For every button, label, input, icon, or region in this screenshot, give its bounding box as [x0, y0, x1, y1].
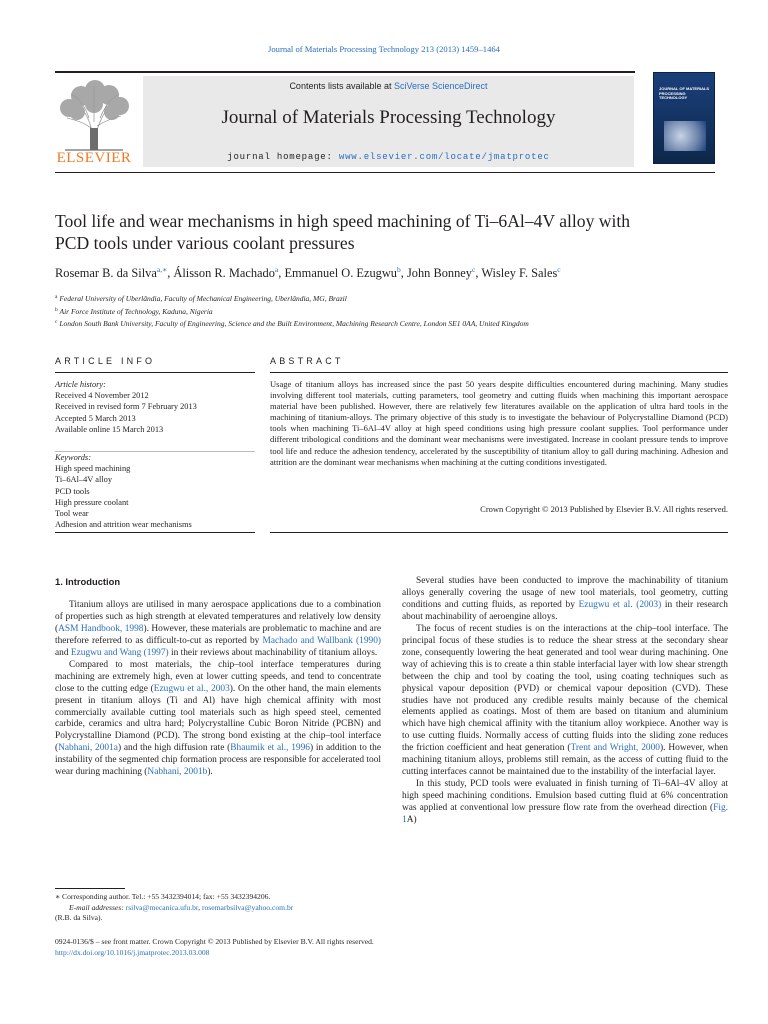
affiliation-mark: a: [55, 294, 58, 300]
body-paragraph: [402, 624, 728, 779]
article-history: [55, 379, 255, 435]
author-list: [55, 265, 735, 281]
paragraph-text: ) in addition to the instability of the segmented chip formation process are responsible for accelerated tool wear during machining (: [55, 743, 382, 778]
paragraph-text: In this study, PCD tools were evaluated in finish turning of Ti–6Al–4V alloy at high speed machining conditions. Emulsion based cutting fluid at 6% concentration was applied at conventional low pressure flow rate from the overhead direction (: [402, 779, 728, 814]
citation-link[interactable]: Fig. 1: [402, 803, 728, 826]
author-separator: ,: [278, 266, 285, 280]
elsevier-wordmark: ELSEVIER: [56, 150, 132, 166]
citation-link[interactable]: ASM Handbook, 1998: [58, 623, 144, 634]
author-name[interactable]: John Bonney: [406, 266, 473, 280]
article-title: [55, 210, 735, 254]
paragraph-text: ). However, when machining titanium alloys, problems still remain, as the access of cutting fluid to the cutting interfaces cannot be maintained due to the instability of the interfacial layer.: [402, 743, 728, 778]
keyword-item: High pressure coolant: [55, 497, 129, 507]
homepage-prefix: journal homepage:: [227, 152, 339, 162]
keyword-item: PCD tools: [55, 486, 90, 496]
citation-link[interactable]: Ezugwu et al. (2003): [578, 599, 662, 610]
footnote-rule: [55, 888, 125, 889]
citation-link[interactable]: Ezugwu et al., 2003: [153, 683, 230, 694]
keyword-item: High speed machining: [55, 464, 131, 474]
paragraph-text: Several studies have been conducted to improve the machinability of titanium alloys generally covering the usage of new tool materials, tool geometry, cutting conditions and cutting fluids, as reported by: [402, 576, 728, 610]
journal-title: Journal of Materials Processing Technology: [221, 107, 556, 128]
article-info-heading: ARTICLE INFO: [55, 356, 156, 366]
author-affiliation-mark[interactable]: c: [557, 265, 561, 274]
homepage-link[interactable]: www.elsevier.com/locate/jmatprotec: [338, 152, 550, 162]
history-item: Accepted 5 March 2013: [55, 413, 136, 423]
paragraph-text: Compared to most materials, the chip–tool interface temperatures during machining are extremely high, even at lower cutting speeds, and tend to concentrate close to the cutting edge (: [55, 659, 381, 694]
author-separator: ,: [167, 266, 174, 280]
citation-link[interactable]: Ezugwu and Wang (1997): [70, 647, 169, 658]
paragraph-text: Titanium alloys are utilised in many aerospace applications due to a combination of properties such as high strength at elevated temperatures and relatively low density (: [55, 599, 381, 634]
journal-cover-image: [653, 72, 715, 164]
journal-citation-link[interactable]: Journal of Materials Processing Technology 213 (2013) 1459–1464: [268, 44, 500, 54]
paragraph-text: in their reviews about machinability of titanium alloys.: [168, 647, 378, 658]
section-heading-introduction: 1. Introduction: [55, 576, 121, 587]
paragraph-text: and: [55, 647, 71, 658]
affiliation-mark: b: [55, 306, 58, 313]
history-list: [55, 390, 255, 435]
citation-link[interactable]: Nabhani, 2001b: [147, 767, 208, 778]
cover-title: JOURNAL OF MATERIALS PROCESSING TECHNOLOGY: [659, 86, 710, 101]
email-link-2[interactable]: rosemarbsilva@yahoo.com.br: [201, 902, 294, 912]
history-item: Available online 15 March 2013: [55, 424, 164, 434]
citation-link[interactable]: Bhaumik et al., 1996: [230, 743, 310, 754]
author-affiliation-mark[interactable]: b: [397, 265, 401, 274]
affiliation-line: [55, 305, 735, 318]
keywords-block: [55, 452, 255, 530]
history-item: Received in revised form 7 February 2013: [55, 402, 197, 412]
keyword-list: [55, 463, 255, 530]
author-name[interactable]: Emmanuel O. Ezugwu: [284, 266, 397, 280]
article-title-line2: PCD tools under various coolant pressures: [55, 233, 355, 253]
article-title-line1: Tool life and wear mechanisms in high speed machining of Ti–6Al–4V alloy with: [55, 211, 631, 231]
body-column-left: [55, 576, 381, 779]
sciencedirect-link[interactable]: SciVerse ScienceDirect: [394, 81, 488, 91]
body-paragraph: [402, 779, 728, 827]
footnote: ∗ Corresponding author. Tel.: +55 3432394014; fax: +55 3432394206. E-mail addresses: rsilva@mecanica.ufu.br, rosemarbsilva@yahoo.com.br (R.B. da Silva).: [55, 892, 381, 924]
abstract-rule: [270, 372, 728, 373]
abstract-copyright: Crown Copyright © 2013 Published by Elsevier B.V. All rights reserved.: [480, 504, 728, 514]
author-affiliation-mark[interactable]: c: [472, 265, 476, 274]
affiliation-text: Air Force Institute of Technology, Kaduna, Nigeria: [57, 306, 213, 316]
masthead-bottom-rule: [55, 172, 715, 173]
paragraph-text: The focus of recent studies is on the interactions at the chip–tool interface. The principal focus of these studies is to reduce the shear stress at the secondary shear zone, consequently lowering the heat generated and tool wear during machining. One way of achieving this is to create a thin stable interfacial layer with low shear strength between the chip and tool by coating the tool, using coating techniques such as physical vapour deposition (PVD) or chemical vapour deposition (CVD). These studies have not produced any credible results mainly because of the chemical elements applied as coatings. Most of them are based on titanium and aluminium which have high chemical affinity with the titanium alloy workpiece. Another way is to use cutting fluids. Normally access of cutting fluids into the sliding zone reduces the friction coefficient and heat generation (: [402, 623, 728, 754]
author-separator: ,: [400, 266, 407, 280]
paragraph-text: ) and the high diffusion rate (: [117, 743, 231, 754]
article-info-rule: [55, 372, 255, 373]
author-name[interactable]: Rosemar B. da Silva: [55, 266, 157, 280]
left-paragraphs: [55, 600, 381, 779]
affiliation-mark: c: [55, 319, 58, 326]
doi-link[interactable]: http://dx.doi.org/10.1016/j.jmatprotec.2013.03.008: [55, 947, 210, 957]
email-link-1[interactable]: rsilva@mecanica.ufu.br: [125, 902, 199, 912]
email-label: E-mail addresses:: [69, 902, 124, 912]
author-affiliation-mark[interactable]: a,∗: [156, 265, 168, 274]
author-name[interactable]: Álisson R. Machado: [173, 266, 275, 280]
abstract-text: Usage of titanium alloys has increased since the past 50 years despite difficulties encountered during machining. Many studies involving different tool materials, cutting parameters, tool geometry and cutting fluids when machining this important aerospace material have been published. However, there are relatively few literatures available on the application of ultra hard tools in the machining of titanium-alloys. The primary objective of this study is to investigate the behaviour of Polycrystalline Diamond (PCD) tools when machining Ti–6Al–4V alloy at high speed conditions using high pressure coolant supplies. Tool performance under different tribological conditions and the dominant wear mechanisms were investigated. Increase in coolant pressure tends to improve tool life and reduce the adhesion tendency, accelerated by the susceptibility of titanium alloy to gall during machining. Adhesion and attrition are the dominant wear mechanisms when machining at the cutting conditions investigated.: [270, 379, 728, 467]
affiliation-line: [55, 292, 735, 305]
paragraph-text: A): [406, 815, 417, 826]
paragraph-text: ). On the other hand, the main elements present in titanium alloys (Ti and Al) have high chemical affinity with most commercially available cutting tool materials such as high speed steel, cemented carbide, ceramics and ultra hard; Polycrystalline Cubic Boron Nitride (PCBN) and Polycrystalline Diamond (PCD). The strong bond existing at the chip–tool interface (: [55, 683, 381, 754]
paragraph-text: ). However, these materials are problematic to machine and are therefore referred to as difficult-to-cut as reported by: [55, 623, 381, 646]
keyword-item: Tool wear: [55, 509, 89, 519]
paragraph-text: ).: [207, 767, 213, 778]
article-info-bottom-rule: [55, 532, 255, 533]
author-separator: ,: [475, 266, 482, 280]
affiliation-line: [55, 317, 735, 330]
paragraph-text: in their research about machinability of aeroengine alloys.: [402, 599, 728, 622]
keyword-item: Adhesion and attrition wear mechanisms: [55, 520, 192, 530]
body-paragraph: [402, 576, 728, 624]
author-name[interactable]: Wisley F. Sales: [481, 266, 558, 280]
body-paragraph: [55, 660, 381, 780]
abstract-bottom-rule: [270, 532, 728, 533]
affiliation-text: Federal University of Uberlândia, Faculty of Mechanical Engineering, Uberlândia, MG, Brazil: [57, 294, 347, 303]
affiliations: [55, 292, 735, 330]
history-label: Article history:: [55, 380, 106, 389]
history-item: Received 4 November 2012: [55, 391, 149, 401]
body-column-right: [402, 576, 728, 827]
keyword-item: Ti–6Al–4V alloy: [55, 475, 113, 485]
corresponding-author-note: ∗ Corresponding author. Tel.: +55 3432394014; fax: +55 3432394206.: [55, 892, 271, 901]
citation-link[interactable]: Nabhani, 2001a: [58, 743, 118, 754]
issn-line: 0924-0136/$ – see front matter. Crown Copyright © 2013 Published by Elsevier B.V. All rights reserved.: [55, 937, 374, 946]
citation-link[interactable]: Machado and Wallbank (1990): [262, 635, 382, 646]
masthead-top-rule: [55, 71, 635, 73]
page-footer: [55, 937, 735, 958]
contents-prefix: Contents lists available at: [289, 81, 394, 91]
abstract-heading: ABSTRACT: [270, 356, 344, 366]
author-affiliation-mark[interactable]: a: [274, 265, 279, 274]
footnote-author-initials: (R.B. da Silva).: [55, 913, 103, 922]
cover-illustration: [664, 121, 706, 151]
citation-link[interactable]: Trent and Wright, 2000: [570, 743, 660, 754]
affiliation-text: London South Bank University, Faculty of Engineering, Science and the Built Environment, Machining Research Centre, London SE1 0AA, United Kingdom: [57, 319, 529, 329]
homepage-line: [143, 152, 634, 162]
body-paragraph: [55, 600, 381, 660]
keywords-label: Keywords:: [55, 453, 91, 462]
contents-line: [143, 81, 634, 91]
